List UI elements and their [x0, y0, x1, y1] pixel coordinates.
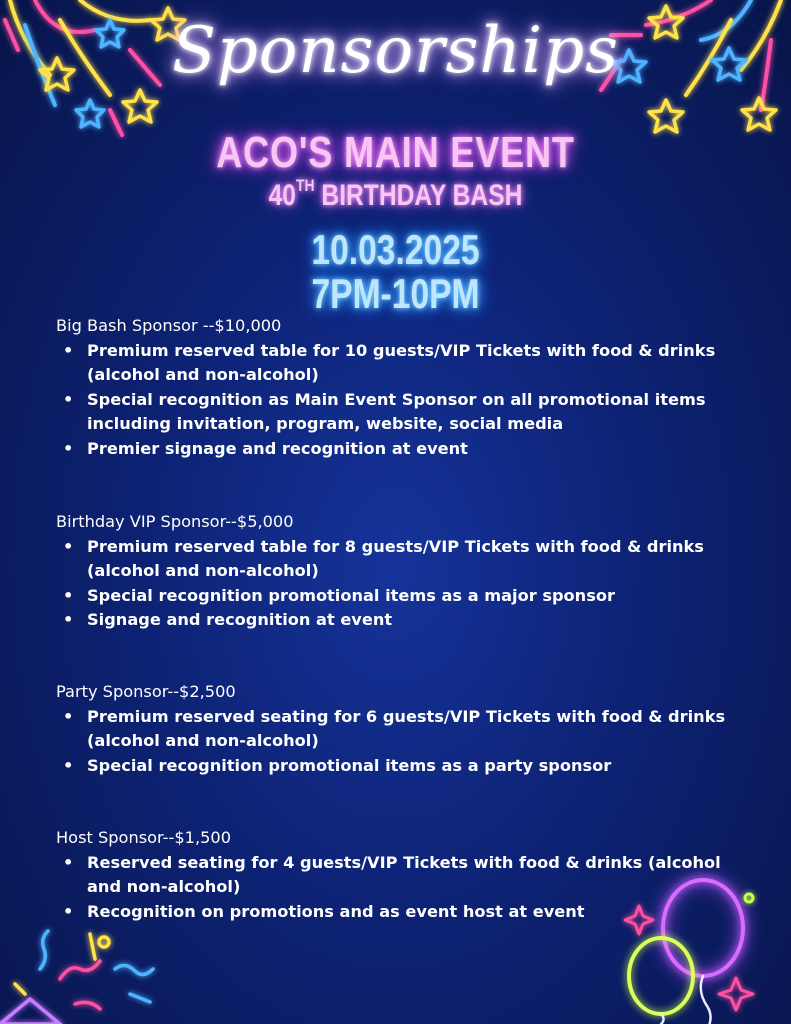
benefit-item: • Premium reserved table for 10 guests/VIP Tickets with food & drinks (alcohol and non-alcohol) — [56, 339, 756, 388]
benefit-item: • Premier signage and recognition at event — [56, 437, 756, 462]
benefit-list — [56, 535, 756, 633]
event-subtitle — [71, 176, 720, 213]
benefit-list — [56, 705, 756, 779]
benefit-item: • Premium reserved seating for 6 guests/VIP Tickets with food & drinks (alcohol and non-alcohol) — [56, 705, 756, 754]
tier-heading: Party Sponsor--$2,500 — [56, 682, 236, 701]
benefit-item: • Special recognition promotional items as a party sponsor — [56, 754, 756, 779]
event-name: ACO'S MAIN EVENT — [216, 128, 575, 177]
benefit-item: • Special recognition promotional items as a major sponsor — [56, 584, 756, 609]
event-time: 7PM-10PM — [311, 270, 480, 317]
tier-heading: Birthday VIP Sponsor--$5,000 — [56, 512, 294, 531]
sponsorships-title: Sponsorships — [172, 14, 619, 88]
tier-party — [56, 680, 756, 826]
tier-heading: Big Bash Sponsor --$10,000 — [56, 316, 282, 335]
benefit-item: • Reserved seating for 4 guests/VIP Tickets with food & drinks (alcohol and non-alcohol) — [56, 851, 756, 900]
event-sub-text: BIRTHDAY BASH — [321, 179, 523, 212]
event-date: 10.03.2025 — [311, 226, 480, 273]
balloons-icon — [611, 866, 791, 1024]
benefit-item: • Signage and recognition at event — [56, 608, 756, 633]
event-sub-suffix: TH — [295, 176, 315, 195]
tier-birthday-vip — [56, 510, 756, 680]
benefit-item: • Special recognition as Main Event Sponsor on all promotional items including invitation, program, website, social media — [56, 388, 756, 437]
benefit-item: • Recognition on promotions and as event host at event — [56, 900, 756, 925]
confetti-popper-icon — [0, 924, 170, 1024]
sponsorship-tiers — [56, 314, 756, 924]
benefit-item: • Premium reserved table for 8 guests/VIP Tickets with food & drinks (alcohol and non-alcohol) — [56, 535, 756, 584]
tier-big-bash — [56, 314, 756, 510]
benefit-list — [56, 339, 756, 462]
event-sub-number: 40 — [268, 179, 296, 212]
tier-heading: Host Sponsor--$1,500 — [56, 828, 231, 847]
